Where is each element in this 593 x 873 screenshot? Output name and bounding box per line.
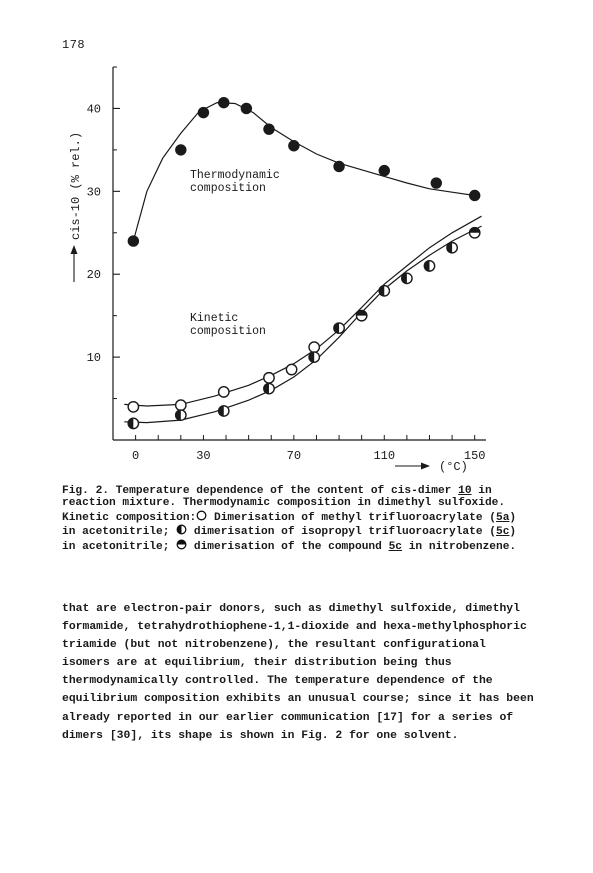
left-half-filled-marker: [334, 323, 344, 333]
left-half-filled-marker: [264, 383, 274, 393]
open-circle-marker: [128, 402, 138, 412]
annotation-label: Kinetic: [190, 312, 239, 325]
y-tick-label: 40: [86, 102, 101, 117]
thermodynamic-curve: [133, 103, 474, 242]
page-number: 178: [62, 38, 86, 52]
caption-ref: 10: [458, 485, 472, 497]
left-half-filled-marker: [402, 273, 412, 283]
x-tick-label: 150: [463, 449, 486, 463]
left-half-filled-marker: [379, 286, 389, 296]
filled-circle-marker: [241, 103, 252, 114]
annotation-label: composition: [190, 325, 266, 338]
half-filled-circle-icon: [176, 524, 187, 535]
top-half-filled-circle-icon: [176, 539, 187, 550]
left-half-filled-marker: [128, 418, 138, 428]
x-tick-label: 0: [132, 449, 140, 463]
y-axis-arrowhead: [71, 245, 78, 254]
top-half-filled-marker: [469, 228, 479, 238]
y-tick-label: 30: [86, 185, 101, 200]
figure-caption: [62, 485, 532, 553]
left-half-filled-marker: [219, 406, 229, 416]
open-circle-marker: [309, 342, 319, 352]
caption-text: ) in acetonitrile;: [62, 511, 517, 539]
x-tick-label: 30: [196, 449, 211, 463]
x-tick-label: 70: [286, 449, 302, 463]
x-axis-label: (°C): [439, 460, 468, 474]
body-text: [62, 600, 537, 745]
caption-text: dimerisation of the compound: [193, 540, 382, 553]
left-half-filled-marker: [447, 242, 457, 252]
body-paragraph: that are electron-pair donors, such as dimethyl sulfoxide, dimethyl formamide, tetrahydrothiophene-1,1-dioxide and hexa-methylphosphoric triamide (but not nitrobenzene), the resultant configurational isomers are at equilibrium, their distribution being thus thermodynamically controlled. The temperature dependence of the equilibrium composition exhibits an unusual course; since it has been already reported in our earlier communication [17] for a series of dimers [30], its shape is shown in Fig. 2 for one solvent.: [62, 603, 534, 742]
left-half-filled-marker: [424, 261, 434, 271]
filled-circle-marker: [333, 161, 344, 172]
filled-circle-marker: [288, 140, 299, 151]
filled-circle-marker: [431, 177, 442, 188]
left-half-filled-marker: [309, 352, 319, 362]
filled-circle-marker: [379, 165, 390, 176]
annotation-label: Thermodynamic: [190, 169, 280, 182]
top-half-filled-marker: [356, 310, 366, 320]
open-circle-marker: [219, 387, 229, 397]
filled-circle-marker: [263, 123, 274, 134]
left-half-filled-marker: [176, 410, 186, 420]
filled-circle-marker: [128, 235, 139, 246]
x-tick-label: 110: [373, 449, 396, 463]
caption-text: in nitrobenzene.: [408, 540, 517, 553]
filled-circle-marker: [175, 144, 186, 155]
open-circle-icon: [196, 510, 207, 521]
kinetic-lower-curve: [124, 226, 481, 423]
filled-circle-marker: [469, 190, 480, 201]
open-circle-marker: [286, 364, 296, 374]
caption-label: Fig. 2.: [62, 485, 109, 497]
caption-ref: 5c: [388, 540, 402, 553]
open-circle-marker: [264, 373, 274, 383]
y-tick-label: 20: [86, 268, 101, 283]
caption-text: Dimerisation of methyl trifluoroacrylate (: [214, 511, 496, 524]
kinetic-upper-curve: [124, 216, 481, 406]
caption-text: ) in acetonitrile;: [62, 526, 517, 553]
y-axis-label: cis-10 (% rel.): [69, 131, 83, 240]
y-tick-label: 10: [86, 351, 101, 366]
caption-text: Temperature dependence of the content of cis-dimer: [115, 485, 452, 497]
caption-ref: 5c: [495, 526, 510, 539]
filled-circle-marker: [198, 107, 209, 118]
filled-circle-marker: [218, 97, 229, 108]
x-axis-arrowhead: [421, 463, 430, 470]
caption-text: dimerisation of isopropyl trifluoroacrylate (: [193, 526, 496, 539]
caption-text: in reaction mixture. Thermodynamic composition in dimethyl sulfoxide. Kinetic composition:: [62, 485, 506, 524]
annotation-label: composition: [190, 182, 266, 195]
open-circle-marker: [176, 400, 186, 410]
caption-ref: 5a: [495, 511, 510, 524]
